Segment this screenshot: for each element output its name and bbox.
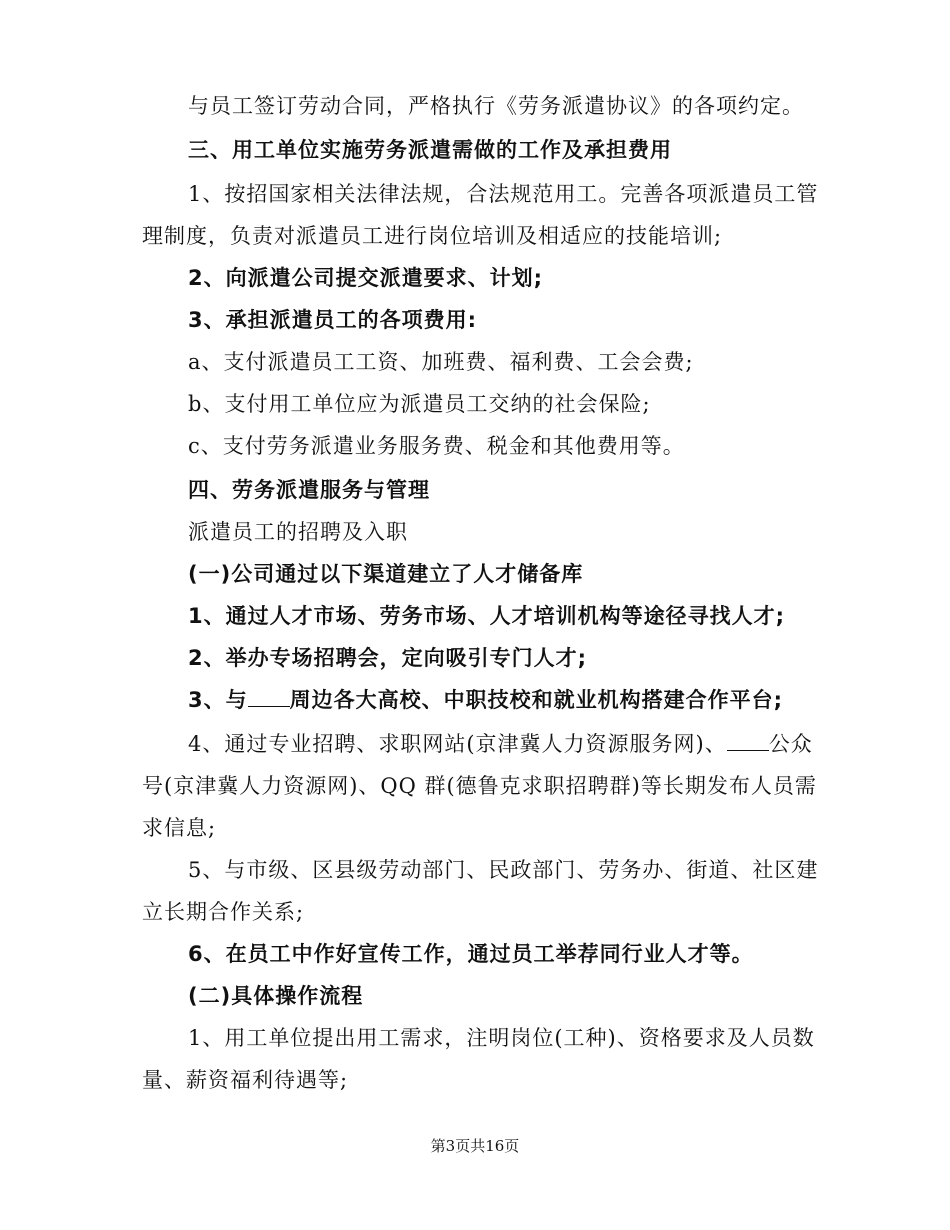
paragraph-line: 5、与市级、区县级劳动部门、民政部门、劳务办、街道、社区建 [188, 858, 819, 882]
paragraph-line: 立长期合作关系; [142, 900, 305, 924]
paragraph-line: 求信息; [142, 816, 217, 840]
paragraph-line: 3、承担派遣员工的各项费用: [188, 308, 478, 332]
paragraph-line: c、支付劳务派遣业务服务费、税金和其他费用等。 [188, 434, 685, 458]
paragraph-line: 理制度，负责对派遣员工进行岗位培训及相适应的技能培训; [142, 224, 723, 248]
line-segment: 3、与 [188, 688, 248, 712]
paragraph-line: 与员工签订劳动合同，严格执行《劳务派遣协议》的各项约定。 [188, 94, 804, 118]
line-segment: 周边各大高校、中职技校和就业机构搭建合作平台; [289, 688, 784, 712]
paragraph-line: 1、通过人才市场、劳务市场、人才培训机构等途径寻找人才; [188, 604, 786, 628]
line-segment: 4、通过专业招聘、求职网站(京津冀人力资源服务网)、 [188, 732, 727, 756]
section-heading: 四、劳务派遣服务与管理 [188, 478, 430, 502]
paragraph-line: 号(京津冀人力资源网)、QQ 群(德鲁克求职招聘群)等长期发布人员需 [142, 774, 817, 798]
page-footer: 第3页共16页 [430, 1137, 520, 1155]
paragraph-line: 量、薪资福利待遇等; [142, 1068, 349, 1092]
paragraph-line: a、支付派遣员工工资、加班费、福利费、工会会费; [188, 350, 694, 374]
paragraph-line: 2、举办专场招聘会，定向吸引专门人才; [188, 646, 588, 670]
paragraph-line [188, 730, 813, 758]
paragraph-line: 6、在员工中作好宣传工作，通过员工举荐同行业人才等。 [188, 942, 754, 966]
line-segment: 公众 [768, 732, 813, 756]
paragraph-line [188, 686, 783, 714]
blank-underline [727, 732, 769, 751]
paragraph-line: 1、按招国家相关法律法规，合法规范用工。完善各项派遣员工管 [188, 182, 819, 206]
blank-underline [248, 688, 290, 707]
subsection-heading: (一)公司通过以下渠道建立了人才储备库 [188, 562, 584, 586]
paragraph-line: b、支付用工单位应为派遣员工交纳的社会保险; [188, 392, 651, 416]
paragraph-line: 2、向派遣公司提交派遣要求、计划; [188, 266, 544, 290]
paragraph-line: 派遣员工的招聘及入职 [188, 520, 408, 544]
paragraph-line: 1、用工单位提出用工需求，注明岗位(工种)、资格要求及人员数 [188, 1026, 815, 1050]
subsection-heading: (二)具体操作流程 [188, 984, 364, 1008]
section-heading: 三、用工单位实施劳务派遣需做的工作及承担费用 [188, 138, 672, 162]
